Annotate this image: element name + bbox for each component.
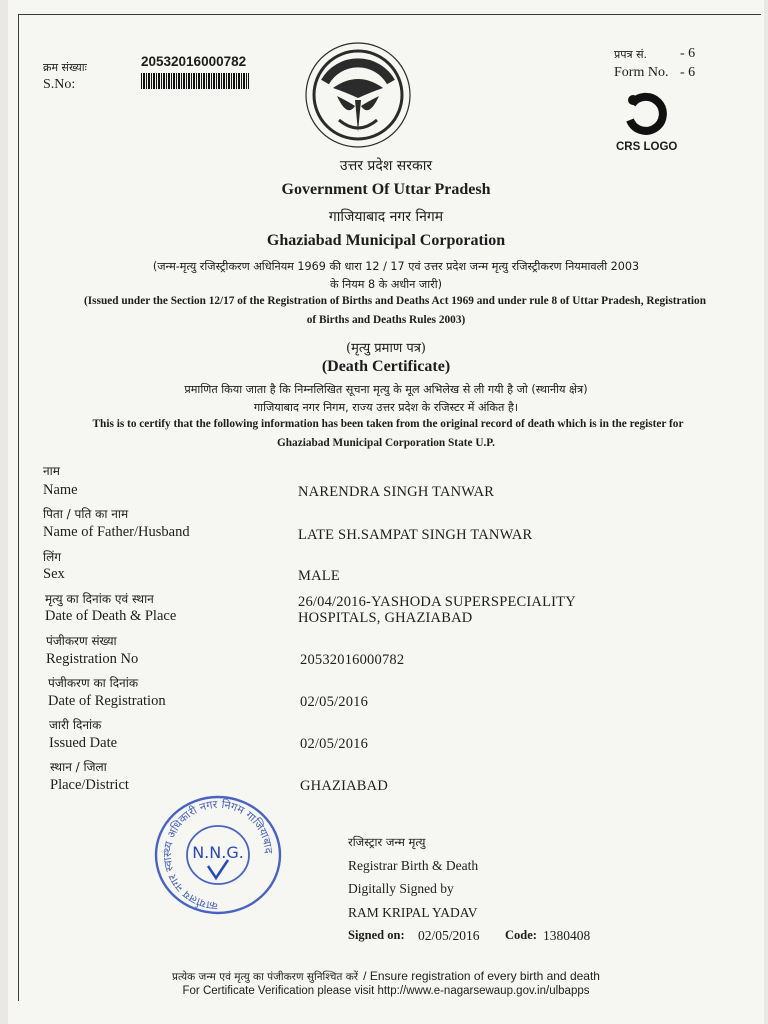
form-label: Form No. <box>614 65 669 80</box>
act-reference-line1: (Issued under the Section 12/17 of the Registration of Births and Deaths Act 1969 and under rule 8 of Uttar Pradesh, Registration <box>84 295 706 307</box>
act-reference-line2: of Births and Deaths Rules 2003) <box>306 314 466 326</box>
crs-logo-icon <box>620 88 672 138</box>
government-title: Government Of Uttar Pradesh <box>281 181 491 198</box>
crs-logo-label: CRS LOGO <box>616 141 678 153</box>
field-father-label: Name of Father/Husband <box>43 524 190 540</box>
field-issued-label: Issued Date <box>49 735 118 751</box>
serial-label-hindi: क्रम संख्याः <box>43 61 87 74</box>
field-name-label-hindi: नाम <box>43 464 60 478</box>
registrar-title-hindi: रजिस्ट्रार जन्म मृत्यु <box>348 835 426 849</box>
serial-label: S.No: <box>43 77 76 92</box>
footer-ensure-line <box>8 965 764 984</box>
field-father-label-hindi: पिता / पति का नाम <box>43 507 129 521</box>
field-issued-label-hindi: जारी दिनांक <box>49 718 102 732</box>
field-father-value: LATE SH.SAMPAT SINGH TANWAR <box>298 527 533 543</box>
field-name-value: NARENDRA SINGH TANWAR <box>298 484 495 500</box>
svg-text:N.N.G.: N.N.G. <box>192 843 244 862</box>
field-sex-value: MALE <box>298 568 340 584</box>
field-sex-label: Sex <box>43 566 65 582</box>
field-death-label: Date of Death & Place <box>45 608 177 624</box>
field-issued-value: 02/05/2016 <box>300 736 369 752</box>
certify-statement-hindi-line2: गाजियाबाद नगर निगम, राज्य उत्तर प्रदेश के रजिस्टर में अंकित है। <box>253 401 519 414</box>
verification-note: For Certificate Verification please visit http://www.e-nagarsewaup.gov.in/ulbapps <box>182 985 590 997</box>
field-place-label-hindi: स्थान / जिला <box>50 760 107 774</box>
ensure-registration-hindi: प्रत्येक जन्म एवं मृत्यु का पंजीकरण सुनिश्चित करें <box>172 971 359 983</box>
svg-text:कार्यालय नगर स्वास्थ्य अधिकारी: कार्यालय नगर स्वास्थ्य अधिकारी नगर निगम गाजियाबाद <box>160 797 276 913</box>
act-reference-hindi-line2: के नियम 8 के अधीन जारी) <box>330 278 442 291</box>
form-label-hindi: प्रपत्र सं. <box>614 48 648 61</box>
serial-number: 20532016000782 <box>141 54 247 69</box>
up-government-emblem <box>303 40 413 150</box>
government-title-hindi: उत्तर प्रदेश सरकार <box>339 158 433 174</box>
registrar-name: RAM KRIPAL YADAV <box>348 905 478 920</box>
corporation-title: Ghaziabad Municipal Corporation <box>266 232 506 249</box>
official-stamp <box>148 790 288 920</box>
form-number-hindi: - 6 <box>680 46 696 61</box>
field-place-value: GHAZIABAD <box>300 778 388 794</box>
field-death-value-line1: 26/04/2016-YASHODA SUPERSPECIALITY <box>298 594 576 610</box>
code-label: Code: <box>505 928 537 942</box>
field-regno-value: 20532016000782 <box>300 652 405 668</box>
certify-statement-line2: Ghaziabad Municipal Corporation State U.P. <box>276 437 495 449</box>
field-death-label-hindi: मृत्यु का दिनांक एवं स्थान <box>45 592 154 606</box>
field-regdate-label: Date of Registration <box>48 693 166 709</box>
certify-statement-line1: This is to certify that the following information has been taken from the original record of death which is in the register for <box>92 418 684 430</box>
corporation-title-hindi: गाजियाबाद नगर निगम <box>328 209 444 225</box>
certify-statement-hindi-line1: प्रमाणित किया जाता है कि निम्नलिखित सूचना मृत्यु के मूल अभिलेख से ली गयी है जो (स्थानीय क्षेत्र) <box>184 383 588 396</box>
field-death-value-line2: HOSPITALS, GHAZIABAD <box>298 610 473 626</box>
certificate-title-hindi: (मृत्यु प्रमाण पत्र) <box>346 341 426 356</box>
field-name-label: Name <box>43 482 78 498</box>
digitally-signed-label: Digitally Signed by <box>348 881 454 896</box>
field-regdate-value: 02/05/2016 <box>300 694 369 710</box>
field-regno-label: Registration No <box>46 651 139 667</box>
signed-on-date: 02/05/2016 <box>418 928 480 943</box>
certificate-sheet <box>8 0 764 1024</box>
signed-on-label: Signed on: <box>348 928 405 942</box>
form-number: - 6 <box>680 65 696 80</box>
field-regno-label-hindi: पंजीकरण संख्या <box>46 634 117 648</box>
act-reference-hindi-line1: (जन्म-मृत्यु रजिस्ट्रीकरण अधिनियम 1969 की धारा 12 / 17 एवं उत्तर प्रदेश जन्म मृत्यु रजिस्ट्रीकरण नियमावली 2003 <box>152 260 640 273</box>
field-place-label: Place/District <box>50 777 129 793</box>
registrar-title: Registrar Birth & Death <box>348 858 479 873</box>
field-sex-label-hindi: लिंग <box>43 550 62 564</box>
barcode <box>141 73 249 89</box>
certificate-title: (Death Certificate) <box>321 358 451 375</box>
field-regdate-label-hindi: पंजीकरण का दिनांक <box>48 676 139 690</box>
ensure-registration: / Ensure registration of every birth and death <box>363 969 600 983</box>
code-value: 1380408 <box>543 928 591 943</box>
